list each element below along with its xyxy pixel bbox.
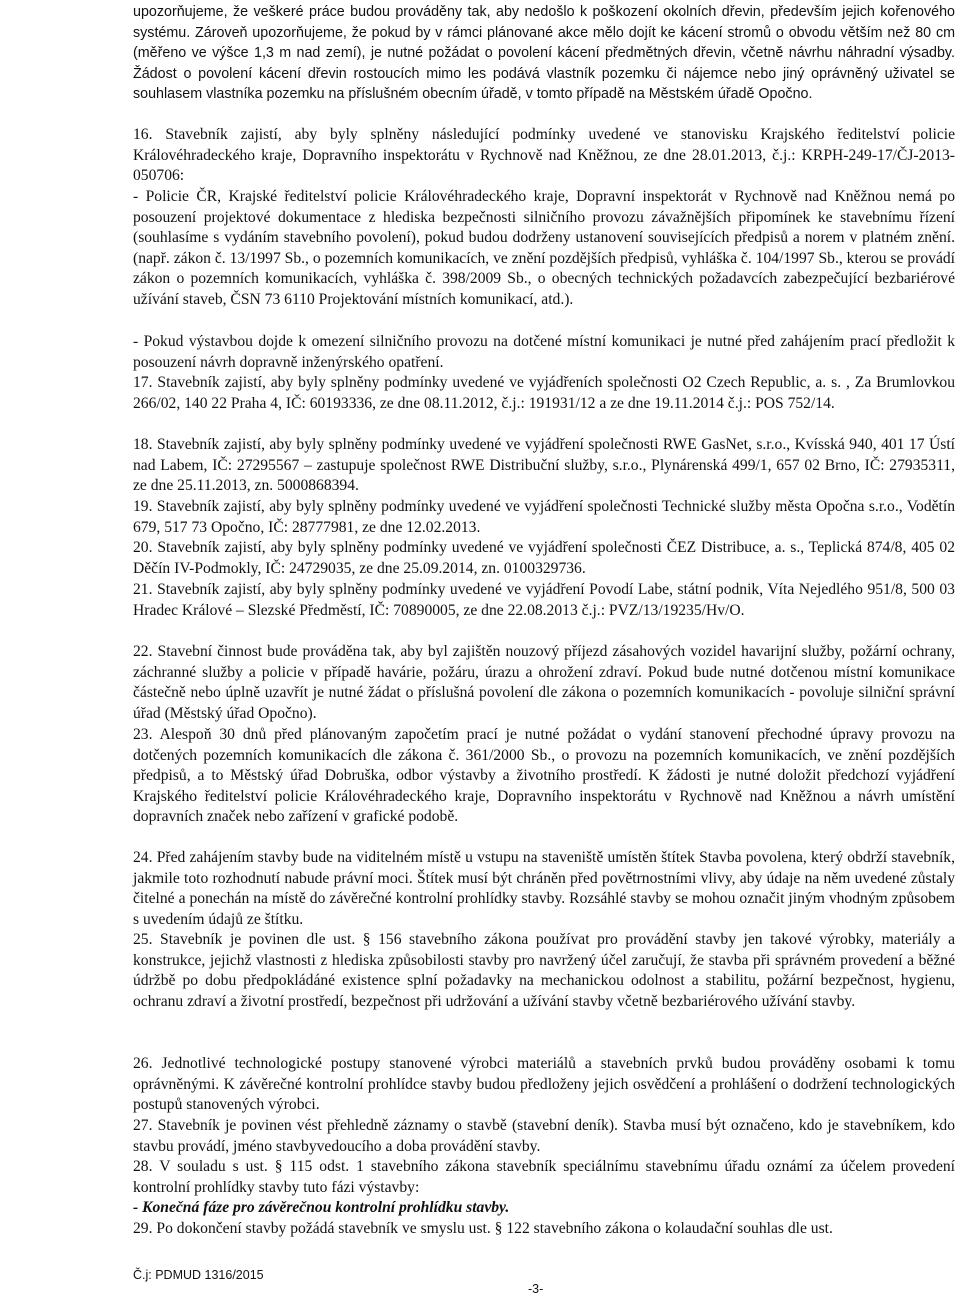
paragraph-intro [133,2,955,105]
paragraph-28-phase [133,1198,955,1219]
paragraph-27 [133,1116,955,1157]
paragraph-number: 22. [133,643,153,660]
paragraph-16-traffic-note [133,332,955,373]
paragraph-text: - Konečná fáze pro závěrečnou kontrolní prohlídku stavby. [133,1199,510,1216]
paragraph-text: Stavebník zajistí, aby byly splněny podmínky uvedené ve vyjádřeních společnosti O2 Czech Republic, a. s. , Za Brumlovkou 266/02, 140 22 Praha 4, IČ: 60193336, ze dne 08.11.2012, č.j.: 191931/12 a ze dne 19.11.2014 č.j.: POS 752/14. [133,374,955,412]
paragraph-19 [133,497,955,538]
paragraph-number: 23. [133,726,153,743]
paragraph-23 [133,725,955,828]
paragraph-24 [133,848,955,930]
paragraph-28 [133,1157,955,1198]
paragraph-text: Stavebník je povinen dle ust. § 156 stavebního zákona používat pro provádění stavby jen takové výrobky, materiály a konstrukce, jejichž vlastnosti z hlediska způsobilosti stavby pro navržený účel zaručují, že stavba při správném provedení a běžné údržbě po dobu předpokládáné existence splní požadavky na mechanickou odolnost a stabilitu, požární bezpečnost, hygienu, ochranu zdraví a životní prostředí, bezpečnost při udržování a užívání stavby včetně bezbariérového užívání stavby. [133,931,955,1010]
paragraph-text: Alespoň 30 dnů před plánovaným započetím prací je nutné požádat o vydání stanovení přechodné úpravy provozu na dotčených pozemních komunikacích dle zákona č. 361/2000 Sb., o provozu na pozemních komunikacích, ve znění pozdějších předpisů, a to Městský úřad Dobruška, odbor výstavby a životního prostředí. K žádosti je nutné doložit předchozí vyjádření Krajského ředitelství policie Královéhradeckého kraje, Dopravního inspektorátu v Rychnově nad Kněžnou a návrh umístění dopravních značek nebo zařízení v grafické podobě. [133,726,956,826]
paragraph-26 [133,1054,955,1116]
paragraph-16 [133,125,955,187]
page-number: -3- [528,1282,544,1296]
paragraph-number: 20. [133,539,153,556]
paragraph-text: Stavebník zajistí, aby byly splněny podmínky uvedené ve vyjádření společnosti Technické služby města Opočna s.r.o., Vodětín 679, 517 73 Opočno, IČ: 28777981, ze dne 12.02.2013. [133,498,955,536]
paragraph-text: Stavebník zajistí, aby byly splněny následující podmínky uvedené ve stanovisku Krajského ředitelství policie Královéhradeckého kraje, Dopravního inspektorátu v Rychnově nad Kněžnou, ze dne 28.01.2013, č.j.: KRPH-249-17/ČJ-2013-050706: [133,126,956,185]
paragraph-17 [133,373,955,414]
paragraph-text: Stavebník zajistí, aby byly splněny podmínky uvedené ve vyjádření společnosti RWE GasNet, s.r.o., Kvísská 940, 401 17 Ústí nad Labem, IČ: 27295567 – zastupuje společnost RWE Distribuční služby, s.r.o., Plynárenská 499/1, 657 02 Brno, IČ: 27935311, ze dne 25.11.2013, zn. 5000868394. [133,436,955,495]
paragraph-text: Jednotlivé technologické postupy stanovené výrobci materiálů a stavebních prvků budou prováděny osobami k tomu oprávněnými. K závěrečné kontrolní prohlídce stavby budou předloženy jejich osvědčení a prohlášení o dodržení technologických postupů stanovených výrobci. [133,1055,955,1114]
paragraph-number: 24. [133,849,153,866]
paragraph-text: Stavebník zajistí, aby byly splněny podmínky uvedené ve vyjádření Povodí Labe, státní podnik, Víta Nejedlého 951/8, 500 03 Hradec Králové – Slezské Předměstí, IČ: 70890005, ze dne 22.08.2013 č.j.: PVZ/13/19235/Hv/O. [133,581,955,619]
paragraph-text: upozorňujeme, že veškeré práce budou prováděny tak, aby nedošlo k poškození okolních dřevin, především jejich kořenového systému. Zároveň upozorňujeme, že pokud by v rámci plánované akce mělo dojít ke kácení stromů o obvodu větším než 80 cm (měřeno ve výšce 1,3 m nad zemí), je nutné požádat o povolení kácení předmětných dřevin, včetně návrhu náhradní výsadby. Žádost o povolení kácení dřevin rostoucích mimo les podává vlastník pozemku či nájemce nebo jiný oprávněný uživatel se souhlasem vlastníka pozemku na příslušném obecním úřadě, v tomto případě na Městském úřadě Opočno. [133,4,955,103]
paragraph-number: 16. [133,126,153,143]
paragraph-22 [133,642,955,724]
paragraph-text: Stavební činnost bude prováděna tak, aby byl zajištěn nouzový příjezd zásahových vozidel havarijní služby, požární ochrany, záchranné služby a policie v případě havárie, požáru, úrazu a ohrožení zdraví. Pokud bude nutné dotčenou místní komunikace částečně nebo úplně uzavřít je nutné žádat o příslušná povolení dle zákona o pozemních komunikacích - povoluje silniční správní úřad (Městský úřad Opočno). [133,643,955,722]
paragraph-text: Před zahájením stavby bude na viditelném místě u vstupu na staveniště umístěn štítek Stavba povolena, který obdrží stavebník, jakmile toto rozhodnutí nabude právní moci. Štítek musí být chráněn před povětrnostními vlivy, aby údaje na něm uvedené zůstaly čitelné a ponechán na místě do závěrečné kontrolní prohlídky stavby. Rozsáhlé stavby se mohou označit jiným vhodným způsobem s uvedením údajů ze štítku. [133,849,955,928]
paragraph-25 [133,930,955,1012]
paragraph-16-police-note [133,187,955,311]
paragraph-text: Po dokončení stavby požádá stavebník ve smyslu ust. § 122 stavebního zákona o kolaudační souhlas dle ust. [156,1220,833,1237]
paragraph-number: 28. [133,1158,153,1175]
paragraph-text: Stavebník zajistí, aby byly splněny podmínky uvedené ve vyjádření společnosti ČEZ Distribuce, a. s., Teplická 874/8, 405 02 Děčín IV-Podmokly, IČ: 24729035, ze dne 25.09.2014, zn. 0100329736. [133,539,955,577]
paragraph-18 [133,435,955,497]
paragraph-20 [133,538,955,579]
paragraph-text: Stavebník je povinen vést přehledně záznamy o stavbě (stavební deník). Stavba musí být označeno, kdo je stavebníkem, kdo stavbu provádí, jméno stavbyvedoucího a doba provádění stavby. [133,1117,955,1155]
paragraph-number: 27. [133,1117,153,1134]
paragraph-number: 25. [133,931,153,948]
paragraph-number: 19. [133,498,153,515]
paragraph-number: 18. [133,436,153,453]
footer-reference: Č.j: PDMUD 1316/2015 [133,1268,264,1282]
paragraph-text: - Pokud výstavbou dojde k omezení silničního provozu na dotčené místní komunikaci je nutné před zahájením prací předložit k posouzení návrh dopravně inženýrského opatření. [133,333,955,371]
paragraph-number: 29. [133,1220,153,1237]
paragraph-21 [133,580,955,621]
paragraph-text: - Policie ČR, Krajské ředitelství policie Královéhradeckého kraje, Dopravní inspektorát v Rychnově nad Kněžnou nemá po posouzení projektové dokumentace z hlediska bezpečnosti silničního provozu závažnějších připomínek ke stavebnímu řízení (souhlasíme s vydáním stavebního povolení), pokud budou dodrženy ustanovení souvisejících předpisů a norem v platném znění. (např. zákon č. 13/1997 Sb., o pozemních komunikacích, ve znění pozdějších předpisů, vyhláška č. 104/1997 Sb., kterou se provádí zákon o pozemních komunikacích, vyhláška č. 398/2009 Sb., o obecných technických požadavcích zabezpečující bezbariérové užívání staveb, ČSN 73 6110 Projektování místních komunikací, atd.). [133,188,955,308]
paragraph-number: 21. [133,581,153,598]
paragraph-number: 17. [133,374,153,391]
paragraph-29 [133,1219,955,1240]
paragraph-number: 26. [133,1055,153,1072]
paragraph-text: V souladu s ust. § 115 odst. 1 stavebního zákona stavebník speciálnímu stavebnímu úřadu oznámí za účelem provedení kontrolní prohlídky stavby tuto fázi výstavby: [133,1158,955,1196]
